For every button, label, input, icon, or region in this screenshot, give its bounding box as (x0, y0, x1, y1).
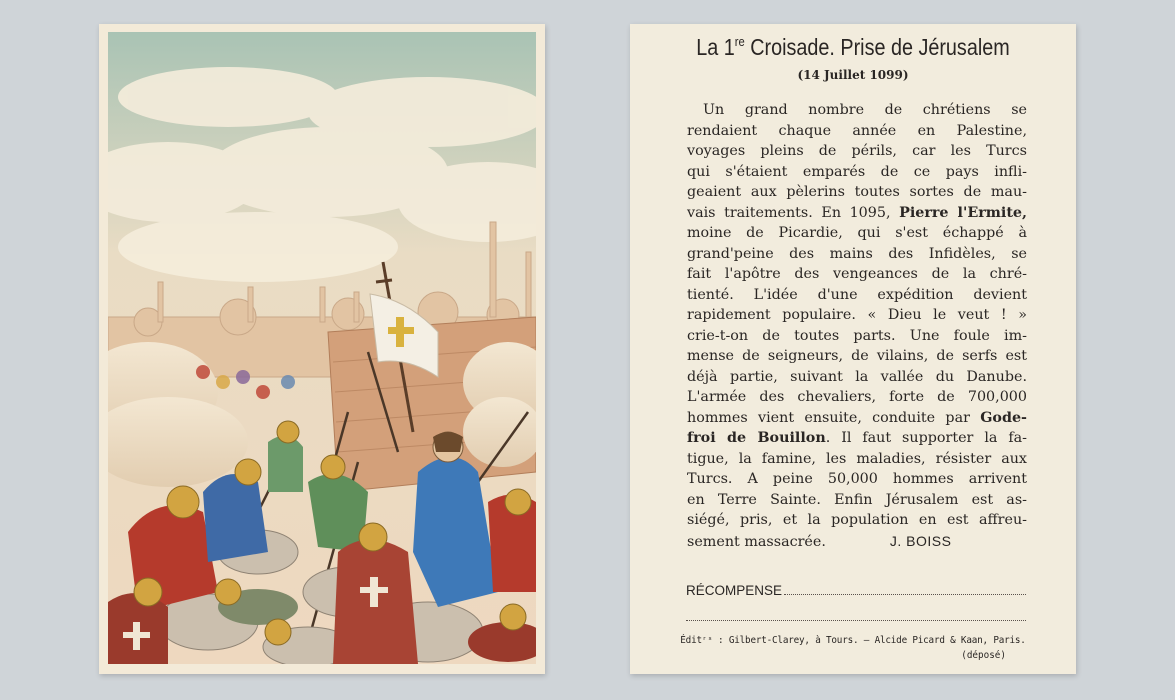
text-line: Turcs. A peine 50,000 hommes arrivent (687, 471, 1027, 487)
text-line: Un grand nombre de chrétiens se (703, 102, 1027, 118)
card-title (661, 34, 1045, 61)
text-line: mense de seigneurs, de vilains, de serfs est (687, 348, 1027, 364)
text-line: siégé, pris, et la population en est affreu- (687, 512, 1027, 528)
text-run: hommes vient ensuite, conduite par (687, 409, 981, 426)
reward-label: RÉCOMPENSE (686, 583, 783, 598)
title-superscript: re (734, 34, 745, 49)
text-run: . Il faut supporter la fa- (825, 430, 1027, 446)
deposit-note: (déposé) (961, 650, 1006, 661)
text-line: crie-t-on de toutes parts. Une foule im- (687, 327, 1027, 344)
card-body-text (687, 100, 1027, 551)
text-line: rendaient chaque année en Palestine, (687, 122, 1027, 139)
text-line (687, 428, 1027, 449)
crusade-illustration (108, 32, 536, 664)
text-line: tigue, la famine, les maladies, résister aux (687, 450, 1027, 467)
text-line: voyages pleins de périls, car les Turcs (687, 143, 1027, 159)
card-front (99, 24, 545, 674)
illustration-drawing (108, 32, 536, 664)
reward-dotted-line (784, 582, 1026, 595)
emphasized-name: froi de Bouillon (687, 430, 826, 446)
text-line: déjà partie, suivant la vallée du Danube. (687, 368, 1027, 385)
text-run: sement massacrée. (687, 533, 826, 550)
card-back (630, 24, 1076, 674)
text-run: vais traitements. En 1095, (687, 204, 900, 221)
text-line: tienté. L'idée d'une expédition devient (687, 286, 1027, 303)
card-date: (14 Juillet 1099) (797, 68, 909, 82)
text-line: L'armée des chevaliers, forte de 700,000 (687, 389, 1027, 405)
emphasized-name: Gode- (980, 409, 1027, 426)
text-line: rapidement populaire. « Dieu le veut ! » (687, 307, 1027, 323)
text-line: en Terre Sainte. Enfin Jérusalem est as- (687, 491, 1027, 508)
text-line: moine de Picardie, qui s'est échappé à (687, 225, 1027, 241)
text-line (687, 408, 1027, 429)
text-line (687, 203, 1027, 224)
emphasized-name: Pierre l'Ermite, (899, 204, 1028, 221)
title-rest: Croisade. Prise de Jérusalem (744, 34, 1010, 60)
text-line: grand'peine des mains des Infidèles, se (687, 245, 1027, 262)
author-signature: J. BOISS (889, 532, 952, 549)
title-main: La 1 (696, 34, 735, 60)
reward-dotted-line-2 (686, 619, 1026, 621)
text-line: geaient aux pèlerins toutes sortes de mau- (687, 184, 1027, 200)
reward-field (686, 582, 1026, 598)
text-line (687, 531, 1027, 552)
text-line: qui s'étaient emparés de ce pays infli- (687, 163, 1027, 180)
text-line: fait l'apôtre des vengeances de la chré- (687, 266, 1027, 282)
publisher-line: Éditʳˢ : Gilbert-Clarey, à Tours. — Alcide Picard & Kaan, Paris. (680, 635, 1026, 646)
